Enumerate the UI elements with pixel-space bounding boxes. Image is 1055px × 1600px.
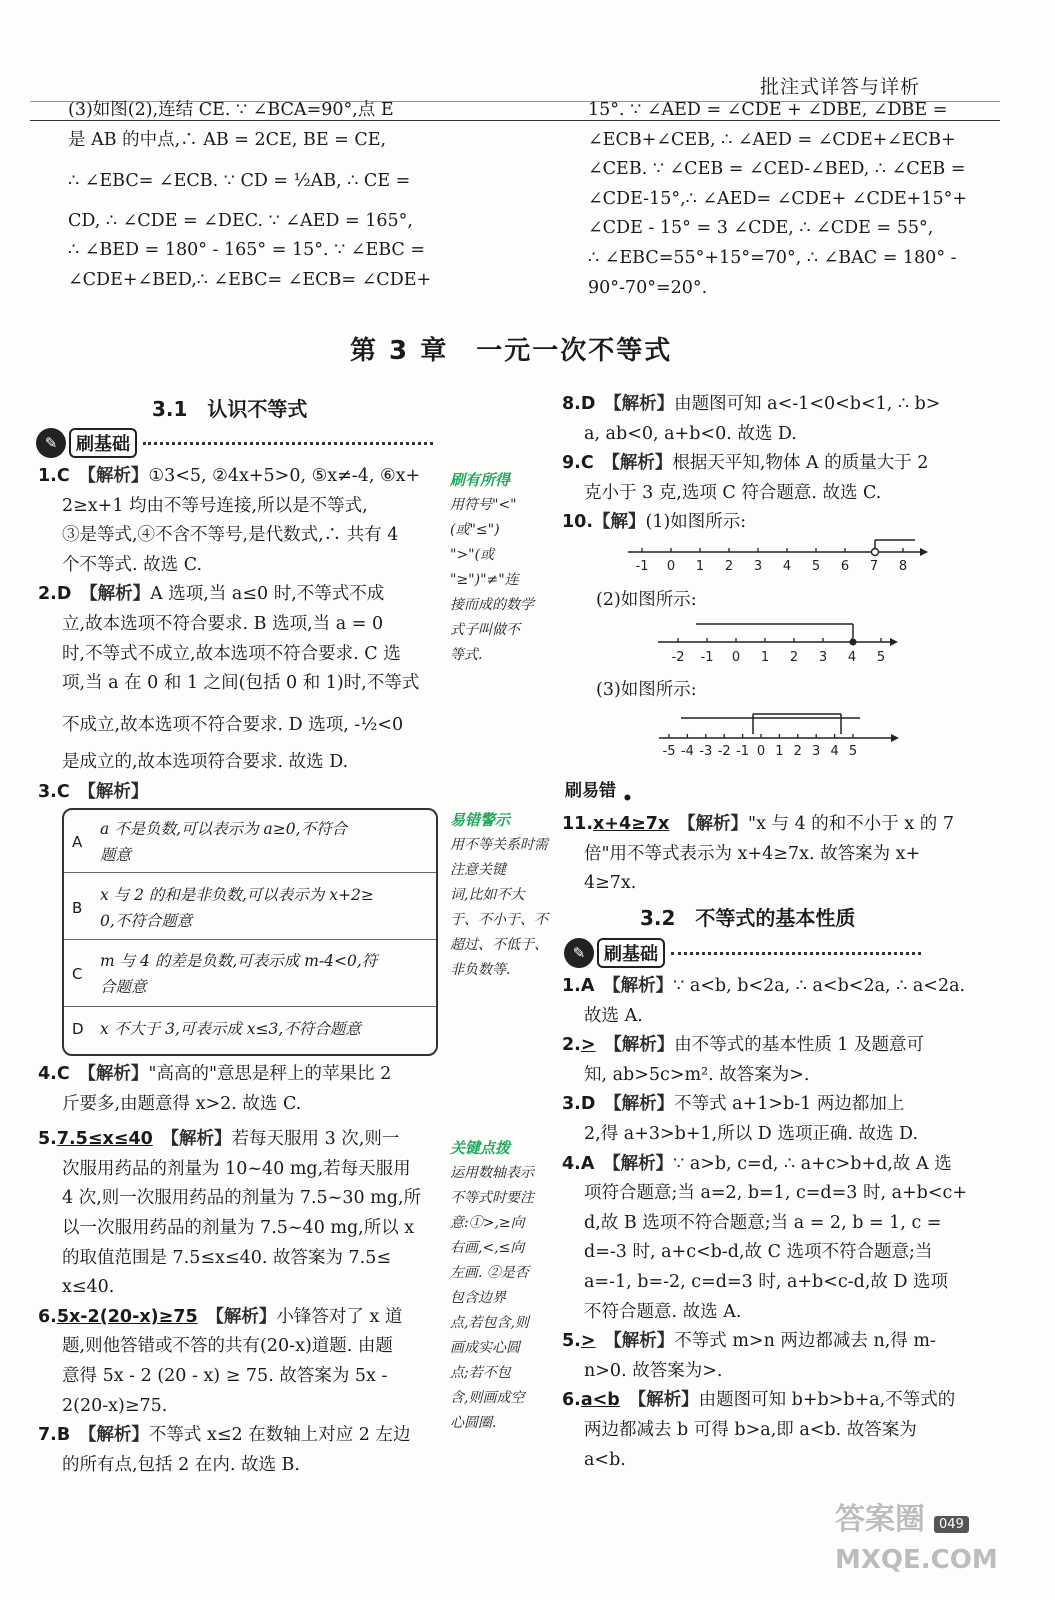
- tick-label: 1: [775, 744, 784, 758]
- text-line: 由不等式的基本性质 1 及题意可: [674, 1035, 925, 1056]
- side-note-line: 意:①>,≥向: [450, 1215, 525, 1231]
- tick-label: -3: [699, 744, 713, 758]
- tick-label: 8: [898, 559, 908, 574]
- tag: 【解析】: [611, 1153, 674, 1174]
- q-answer: >: [580, 1035, 596, 1056]
- watermark-text: 答案圈: [835, 1502, 925, 1537]
- q-answer: A: [580, 976, 595, 996]
- option-key: A: [72, 833, 83, 851]
- arrow-icon: [891, 734, 899, 742]
- text-line: a<b.: [584, 1449, 626, 1470]
- tick-label: 4: [782, 559, 792, 574]
- dotted-rule: [671, 952, 921, 955]
- side-note-line: 超过、不低于、: [450, 937, 548, 953]
- q8: [562, 390, 972, 420]
- side-note-line: 非负数等.: [450, 962, 511, 978]
- tick-label: -2: [717, 744, 731, 758]
- text-line: 立,故本选项不符合要求. B 选项,当 a = 0: [62, 613, 384, 634]
- text-line: 由题图可知 a<-1<0<b<1, ∴ b>: [674, 394, 941, 414]
- q10-part2: (2)如图所示:: [596, 590, 697, 610]
- q11: [562, 810, 972, 840]
- q-num: 7.: [38, 1425, 57, 1446]
- text-line: 意得 5x - 2 (20 - x) ≥ 75. 故答案为 5x -: [62, 1365, 388, 1386]
- text-line: ∵ a<b, b<2a, ∴ a<b<2a, ∴ a<2a.: [673, 976, 966, 996]
- q-answer: a<b: [580, 1390, 620, 1411]
- chapter-title: 第 3 章 一元一次不等式: [350, 336, 673, 366]
- prev-right-column: [588, 96, 968, 303]
- tag: 【解析】: [613, 1331, 675, 1352]
- side-note-line: 点,若包含,则: [450, 1315, 529, 1331]
- q5: [38, 1125, 448, 1155]
- tag: 【解析】: [611, 453, 673, 474]
- text-line: 倍"用不等式表示为 x+4≥7x. 故答案为 x+: [584, 843, 921, 864]
- number-line-3: [655, 708, 900, 758]
- text-line: 不符合题意. 故选 A.: [584, 1301, 742, 1322]
- tick-label: 1: [760, 650, 770, 665]
- pen-icon: ✎: [36, 428, 66, 458]
- tick-label: 5: [811, 559, 821, 574]
- s2q1: [562, 972, 972, 1002]
- text-line: "高高的"意思是秤上的苹果比 2: [148, 1064, 392, 1084]
- arrow-icon: [920, 548, 928, 556]
- open-circle-icon: [872, 549, 879, 556]
- text-line: 题,则他答错或不答的共有(20-x)道题. 由题: [62, 1336, 393, 1357]
- text-line: ∴ ∠EBC= ∠ECB. ∵ CD = ½AB, ∴ CE =: [68, 171, 411, 192]
- side-note-line: 不等式时要注: [450, 1190, 534, 1206]
- option-text: m 与 4 的差是负数,可表示成 m-4<0,符: [100, 952, 378, 970]
- tick-label: 2: [793, 744, 802, 758]
- q-num: 5.: [38, 1129, 57, 1150]
- tag: 【解析】: [170, 1129, 232, 1150]
- text-line: 的所有点,包括 2 在内. 故选 B.: [62, 1454, 300, 1475]
- number-line-2: [650, 616, 900, 666]
- text-line: 90°-70°=20°.: [588, 277, 708, 298]
- text-line: A 选项,当 a≤0 时,不等式不成: [150, 584, 385, 605]
- q-answer: D: [580, 1094, 596, 1115]
- q10-part3: (3)如图所示:: [596, 680, 697, 700]
- q3: [38, 778, 448, 808]
- q1: [38, 462, 448, 492]
- option-text: x 不大于 3,可表示成 x≤3,不符合题意: [100, 1020, 361, 1038]
- q-num: 8.: [562, 394, 581, 414]
- text-line: ∠CEB. ∵ ∠CEB = ∠CED-∠BED, ∴ ∠CEB =: [588, 159, 966, 180]
- q-answer: C: [56, 466, 70, 486]
- q-num: 6.: [562, 1390, 581, 1411]
- option-text: x 与 2 的和是非负数,可以表示为 x+2≥: [100, 886, 374, 904]
- text-line: a=-1, b=-2, c=d=3 时, a+b<c-d,故 D 选项: [584, 1271, 949, 1292]
- option-row-d: [64, 1016, 436, 1046]
- side-note-line: 注意关键: [450, 862, 506, 878]
- side-note-line: 画成实心圆: [450, 1340, 520, 1356]
- tag: 【解析】: [215, 1306, 277, 1327]
- text-line: 2,得 a+3>b+1,所以 D 选项正确. 故选 D.: [584, 1123, 919, 1144]
- row-divider: [64, 872, 436, 873]
- s2q4: [562, 1150, 972, 1180]
- side-note-2: [450, 808, 558, 983]
- badge-label: 刷基础: [597, 938, 665, 968]
- text-line: 4 次,则一次服用药品的剂量为 7.5~30 mg,所: [62, 1188, 422, 1209]
- q-num: 1.: [38, 466, 57, 486]
- side-note-line: 运用数轴表示: [450, 1165, 534, 1181]
- dotted-rule: [143, 442, 433, 445]
- tag: 【解析】: [611, 976, 674, 996]
- text-line: 4≥7x.: [584, 873, 637, 894]
- text-line: 若每天服用 3 次,则一: [231, 1129, 400, 1150]
- badge-basic-2: [564, 938, 921, 968]
- tick-label: -4: [680, 744, 694, 758]
- tag: 【解析】: [87, 781, 149, 802]
- q-answer: C: [580, 453, 594, 474]
- q-answer: 7.5≤x≤40: [56, 1129, 153, 1150]
- text-line: 小锋答对了 x 道: [276, 1306, 403, 1327]
- side-note-line: (或"≤"): [450, 522, 500, 538]
- side-note-line: 词,比如不大: [450, 887, 525, 903]
- s2q2: [562, 1031, 972, 1061]
- tick-label: 5: [876, 650, 886, 665]
- right-column-lower: [562, 972, 972, 1475]
- q6: [38, 1303, 448, 1333]
- tick-label: 0: [756, 744, 766, 758]
- text-line: 次服用药品的剂量为 10~40 mg,若每天服用: [62, 1158, 411, 1179]
- side-note-line: 于、不小于、不: [450, 912, 548, 928]
- q-num: 3.: [38, 781, 57, 802]
- side-note-line: 等式.: [450, 647, 483, 663]
- q4: [38, 1060, 448, 1090]
- text-line: CD, ∴ ∠CDE = ∠DEC. ∵ ∠AED = 165°,: [68, 210, 413, 231]
- side-note-3: [450, 1136, 558, 1436]
- tick-label: 6: [840, 559, 850, 574]
- option-key: C: [72, 965, 83, 983]
- text-line: ③是等式,④不含不等号,是代数式,∴ 共有 4: [62, 525, 399, 546]
- text-line: 2(20-x)≥75.: [62, 1395, 168, 1416]
- q3-option-table: [62, 808, 438, 1056]
- left-column-lower: [38, 1060, 448, 1480]
- tag: 【解】: [593, 512, 646, 533]
- q2: [38, 580, 448, 610]
- row-divider: [64, 939, 436, 940]
- tag: 【解析】: [613, 1035, 675, 1056]
- text-line: 克小于 3 克,选项 C 符合题意. 故选 C.: [584, 482, 882, 503]
- q-answer: >: [580, 1331, 596, 1352]
- tag: 【解析】: [87, 1425, 149, 1446]
- q-answer: B: [56, 1425, 71, 1446]
- text-line: ∠CDE-15°,∴ ∠AED= ∠CDE+ ∠CDE+15°+: [588, 188, 967, 209]
- right-column-q11: [562, 810, 972, 899]
- text-line: (3)如图(2),连结 CE. ∵ ∠BCA=90°,点 E: [68, 100, 394, 120]
- tick-label: -2: [671, 650, 685, 665]
- text-line: ∴ ∠BED = 180° - 165° = 15°. ∵ ∠EBC =: [68, 240, 426, 261]
- tag: 【解析】: [87, 1064, 149, 1084]
- watermark-text: MXQE.COM: [835, 1545, 998, 1575]
- text-line: 由题图可知 b+b>b+a,不等式的: [698, 1390, 956, 1411]
- side-note-line: 心圆圈.: [450, 1415, 497, 1431]
- text-line: d=-3 时, a+c<b-d,故 C 选项不符合题意;当: [584, 1242, 933, 1263]
- badge-label: 刷易错: [565, 781, 616, 801]
- tag: 【解析】: [686, 814, 749, 834]
- tick-label: 5: [848, 744, 858, 758]
- s2q6: [562, 1386, 972, 1416]
- tick-label: 7: [869, 559, 879, 574]
- text-line: d,故 B 选项不符合题意;当 a = 2, b = 1, c =: [584, 1212, 942, 1233]
- tick-label: 1: [695, 559, 705, 574]
- side-note-title: 关键点拨: [450, 1139, 511, 1157]
- option-text: 0,不符合题意: [100, 912, 193, 930]
- prev-left-column: [68, 96, 448, 296]
- side-note-line: 用不等关系时需: [450, 837, 548, 853]
- q-answer: 5x-2(20-x)≥75: [56, 1306, 198, 1327]
- side-note-line: 式子叫做不: [450, 622, 520, 638]
- tag: 【解析】: [88, 584, 151, 605]
- q-answer: D: [580, 394, 596, 414]
- q-num: 3.: [562, 1094, 581, 1115]
- q-num: 11.: [562, 814, 594, 834]
- option-row-a: [64, 816, 436, 868]
- text-line: 项符合题意;当 a=2, b=1, c=d=3 时, a+b<c+: [584, 1183, 968, 1204]
- s2q3: [562, 1090, 972, 1120]
- q-answer: C: [56, 1064, 70, 1084]
- side-note-line: 右画,<,≤向: [450, 1240, 525, 1256]
- section-title-3-1: 3.1 认识不等式: [152, 397, 308, 421]
- side-note-line: ">"(或: [450, 547, 495, 563]
- right-column: [562, 390, 972, 538]
- option-key: D: [72, 1020, 84, 1038]
- badge-error: 刷易错 •: [565, 776, 622, 801]
- left-column: [38, 462, 448, 808]
- number-line-1: [620, 530, 930, 576]
- q-answer: C: [56, 781, 70, 802]
- q-num: 4.: [562, 1153, 581, 1174]
- tick-label: -1: [700, 650, 714, 665]
- tick-label: 2: [789, 650, 799, 665]
- tick-label: 0: [666, 559, 676, 574]
- side-note-title: 易错警示: [450, 811, 511, 829]
- side-note-1: [450, 468, 558, 668]
- text-line: 知, ab>5c>m². 故答案为>.: [584, 1064, 810, 1085]
- q-num: 2.: [562, 1035, 581, 1056]
- text-line: 不等式 a+1>b-1 两边都加上: [674, 1094, 905, 1115]
- row-divider: [64, 1006, 436, 1007]
- q-answer: x+4≥7x: [593, 814, 670, 834]
- text-line: 故选 A.: [584, 1005, 643, 1026]
- q-num: 1.: [562, 976, 581, 996]
- option-row-c: [64, 948, 436, 1000]
- side-note-line: "≥")"≠"连: [450, 572, 519, 588]
- text-line: ∵ a>b, c=d, ∴ a+c>b+d,故 A 选: [673, 1153, 952, 1174]
- section-title-3-2: 3.2 不等式的基本性质: [640, 906, 856, 930]
- pen-icon: ✎: [564, 938, 594, 968]
- text-line: ∠CDE+∠BED,∴ ∠EBC= ∠ECB= ∠CDE+: [68, 269, 432, 290]
- q-answer: D: [56, 584, 72, 605]
- tick-label: -5: [662, 744, 676, 758]
- q-num: 4.: [38, 1064, 57, 1084]
- tick-label: 0: [731, 650, 741, 665]
- option-key: B: [72, 899, 83, 917]
- side-note-line: 接而成的数学: [450, 597, 534, 613]
- text-line: 个不等式. 故选 C.: [62, 554, 203, 575]
- text-line: 时,不等式不成立,故本选项不符合要求. C 选: [62, 643, 401, 664]
- text-line: 是 AB 的中点,∴ AB = 2CE, BE = CE,: [68, 129, 387, 150]
- side-note-line: 用符号"<": [450, 497, 517, 513]
- tick-label: -1: [635, 559, 649, 574]
- text-line: 斤要多,由题意得 x>2. 故选 C.: [62, 1093, 302, 1114]
- text-line: ①3<5, ②4x+5>0, ⑤x≠-4, ⑥x+: [148, 466, 421, 486]
- tick-label: 3: [753, 559, 763, 574]
- tick-label: -1: [736, 744, 750, 758]
- tag: 【解析】: [637, 1390, 699, 1411]
- text-line: "x 与 4 的和不小于 x 的 7: [748, 814, 954, 834]
- text-line: 不等式 x≤2 在数轴上对应 2 左边: [148, 1425, 411, 1446]
- text-line: 不成立,故本选项不符合要求. D 选项, -½<0: [62, 714, 404, 735]
- text-line: 是成立的,故本选项符合要求. 故选 D.: [62, 752, 349, 773]
- option-text: 题意: [100, 846, 132, 864]
- text-line: 两边都减去 b 可得 b>a,即 a<b. 故答案为: [584, 1419, 917, 1440]
- option-text: a 不是负数,可以表示为 a≥0,不符合: [100, 820, 348, 838]
- tick-label: 3: [812, 744, 821, 758]
- s2q5: [562, 1327, 972, 1357]
- tick-label: 4: [847, 650, 857, 665]
- tick-label: 2: [724, 559, 734, 574]
- q-num: 6.: [38, 1306, 57, 1327]
- text-line: (1)如图所示:: [645, 512, 747, 533]
- tag: 【解析】: [87, 466, 149, 486]
- text-line: n>0. 故答案为>.: [584, 1360, 723, 1381]
- tick-label: 3: [818, 650, 828, 665]
- text-line: ∴ ∠EBC=55°+15°=70°, ∴ ∠BAC = 180° -: [588, 247, 957, 268]
- q-num: 5.: [562, 1331, 581, 1352]
- text-line: 的取值范围是 7.5≤x≤40. 故答案为 7.5≤: [62, 1247, 392, 1268]
- text-line: 根据天平知,物体 A 的质量大于 2: [672, 453, 929, 474]
- solid-dot-icon: [850, 639, 857, 646]
- text-line: 不等式 m>n 两边都减去 n,得 m-: [674, 1331, 936, 1352]
- q-num: 2.: [38, 584, 57, 605]
- tag: 【解析】: [612, 1094, 675, 1115]
- tag: 【解析】: [612, 394, 675, 414]
- text-line: 15°. ∵ ∠AED = ∠CDE + ∠DBE, ∠DBE =: [588, 100, 948, 120]
- page-header: 批注式详答与详析: [760, 76, 921, 98]
- side-note-title: 刷有所得: [450, 471, 511, 489]
- text-line: 项,当 a 在 0 和 1 之间(包括 0 和 1)时,不等式: [62, 673, 420, 694]
- text-line: a, ab<0, a+b<0. 故选 D.: [584, 423, 797, 444]
- text-line: 2≥x+1 均由不等号连接,所以是不等式,: [62, 495, 368, 516]
- text-line: x≤40.: [62, 1277, 115, 1298]
- text-line: 以一次服用药品的剂量为 7.5~40 mg,所以 x: [62, 1217, 415, 1238]
- q9: [562, 449, 972, 479]
- side-note-line: 含,则画成空: [450, 1390, 525, 1406]
- arrow-icon: [890, 638, 898, 646]
- badge-basic: [36, 428, 433, 458]
- text-line: ∠CDE - 15° = 3 ∠CDE, ∴ ∠CDE = 55°,: [588, 218, 934, 239]
- option-text: 合题意: [100, 978, 147, 996]
- side-note-line: 点;若不包: [450, 1365, 511, 1381]
- q7: [38, 1421, 448, 1451]
- option-row-b: [64, 882, 436, 934]
- badge-label: 刷基础: [69, 428, 137, 458]
- q-num: 10.: [562, 512, 594, 533]
- text-line: ∠ECB+∠CEB, ∴ ∠AED = ∠CDE+∠ECB+: [588, 129, 956, 150]
- watermark-logo: [835, 1500, 998, 1580]
- tick-label: 4: [830, 744, 839, 758]
- q-num: 9.: [562, 453, 581, 474]
- page-number: 049: [934, 1516, 969, 1533]
- side-note-line: 包含边界: [450, 1290, 506, 1306]
- side-note-line: 左画. ②是否: [450, 1265, 529, 1281]
- q-answer: A: [580, 1153, 595, 1174]
